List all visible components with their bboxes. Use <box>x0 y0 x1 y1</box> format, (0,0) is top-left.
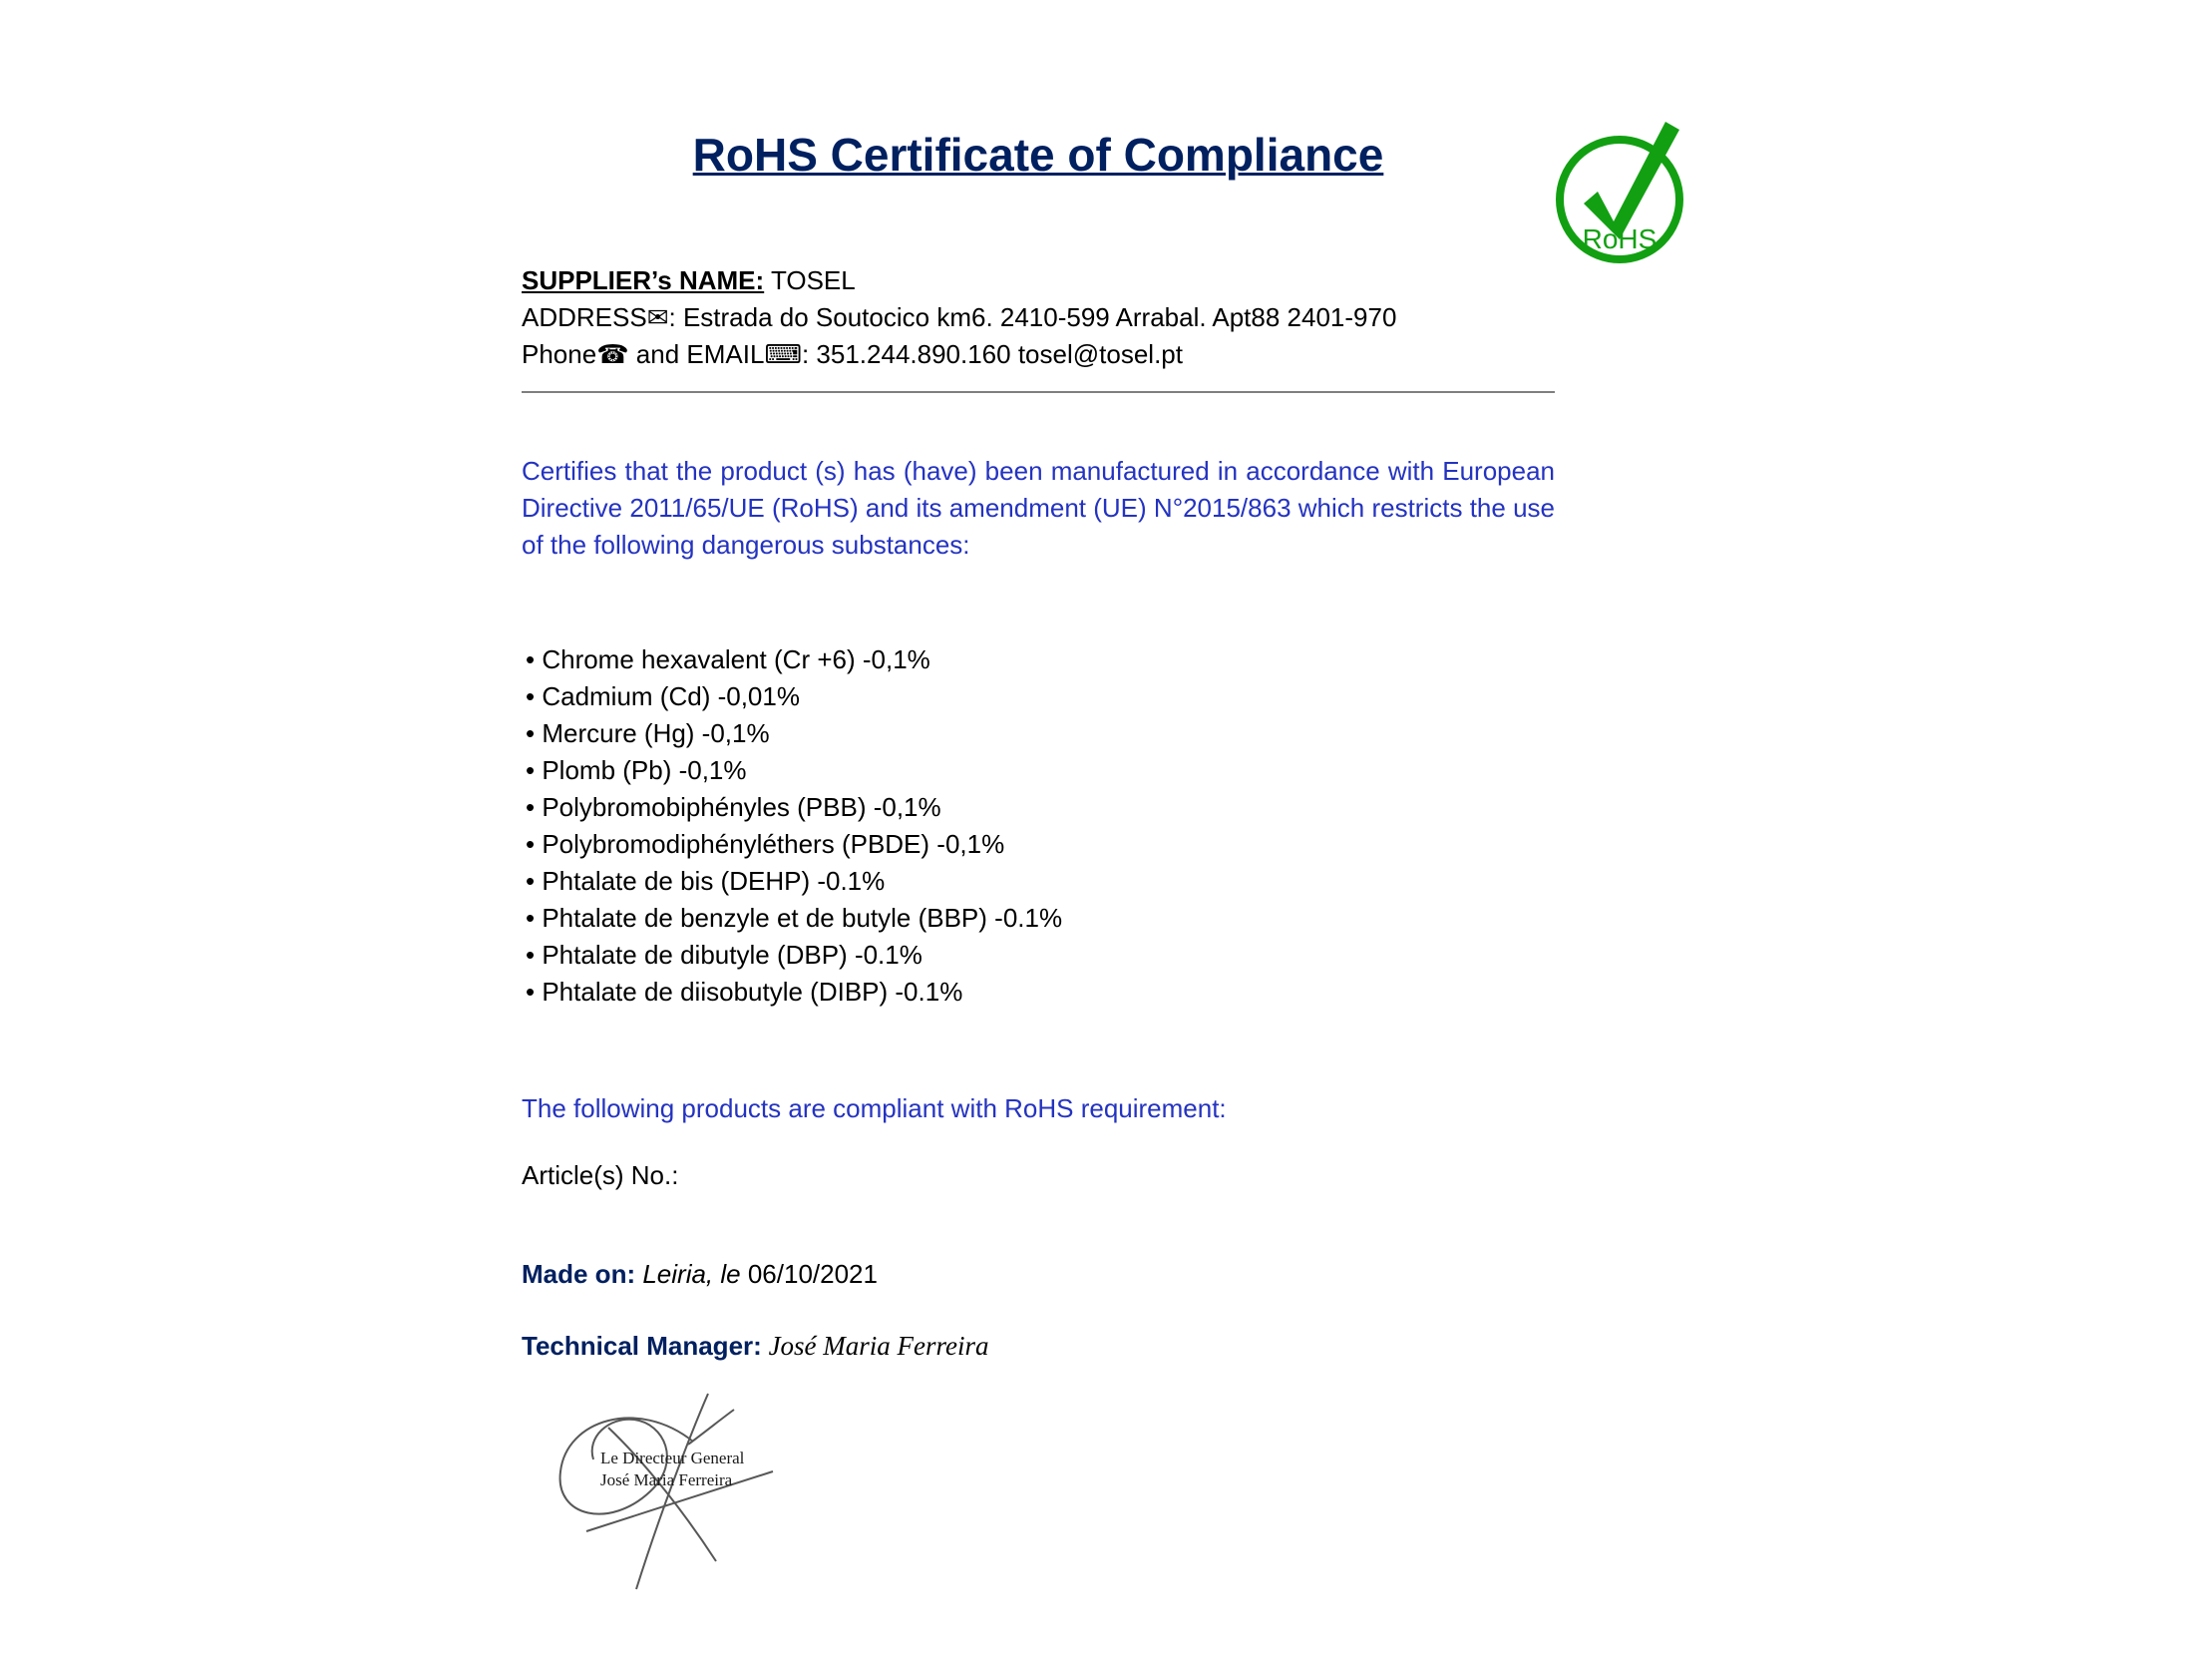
substance-item: • Polybromodiphényléthers (PBDE) -0,1% <box>526 826 1555 863</box>
substance-item: • Polybromobiphényles (PBB) -0,1% <box>526 789 1555 826</box>
signature-block <box>539 1390 937 1599</box>
signature-scribble <box>539 1390 937 1599</box>
rohs-logo <box>1548 112 1697 269</box>
supplier-name-label: SUPPLIER’s NAME: <box>522 265 765 295</box>
substances-list <box>522 641 1555 1011</box>
made-on-label: Made on: <box>522 1259 636 1289</box>
substance-item: • Cadmium (Cd) -0,01% <box>526 678 1555 715</box>
manager-label: Technical Manager: <box>522 1331 762 1361</box>
substance-item: • Phtalate de bis (DEHP) -0.1% <box>526 863 1555 900</box>
made-on-place: Leiria, le <box>635 1259 748 1289</box>
address-value: : Estrada do Soutocico km6. 2410-599 Arrabal. Apt88 2401-970 <box>668 302 1397 332</box>
logo-label: RoHS <box>1582 223 1658 254</box>
substance-item: • Phtalate de diisobutyle (DIBP) -0.1% <box>526 974 1555 1011</box>
phone-icon: ☎ <box>596 339 629 369</box>
document-content <box>522 128 1555 1599</box>
email-label: and EMAIL <box>628 339 765 369</box>
rohs-logo-graphic <box>1548 112 1697 269</box>
substance-item: • Mercure (Hg) -0,1% <box>526 715 1555 752</box>
substance-item: • Chrome hexavalent (Cr +6) -0,1% <box>526 641 1555 678</box>
compliance-statement: The following products are compliant with RoHS requirement: <box>522 1093 1227 1123</box>
envelope-icon: ✉ <box>646 302 669 332</box>
divider <box>522 391 1555 393</box>
signature-title: Le Directeur General <box>600 1449 745 1467</box>
phone-label: Phone <box>522 339 597 369</box>
supplier-name-value: TOSEL <box>764 265 856 295</box>
substance-item: • Phtalate de dibutyle (DBP) -0.1% <box>526 937 1555 974</box>
made-on-line <box>522 1256 1555 1293</box>
made-on-date: 06/10/2021 <box>747 1259 878 1289</box>
computer-icon: ⌨ <box>764 339 802 369</box>
supplier-contact-line <box>522 336 1555 373</box>
substance-item: • Phtalate de benzyle et de butyle (BBP) -0.1% <box>526 900 1555 937</box>
certification-statement: Certifies that the product (s) has (have) been manufactured in accordance with European Directive 2011/65/UE (RoHS) and its amendment (UE) N°2015/863 which restricts the use of the following dangerous substances: <box>522 456 1555 560</box>
supplier-name-line <box>522 262 1555 299</box>
manager-name: José Maria Ferreira <box>761 1331 989 1361</box>
signature-printed-text <box>600 1448 744 1491</box>
supplier-address-line <box>522 299 1555 336</box>
signature-name: José Maria Ferreira <box>600 1470 733 1489</box>
supplier-block <box>522 262 1555 373</box>
technical-manager-line <box>522 1328 1555 1365</box>
articles-label: Article(s) No.: <box>522 1160 679 1190</box>
contact-value: : 351.244.890.160 tosel@tosel.pt <box>801 339 1183 369</box>
page-title: RoHS Certificate of Compliance <box>692 129 1384 181</box>
address-label: ADDRESS <box>522 302 647 332</box>
substance-item: • Plomb (Pb) -0,1% <box>526 752 1555 789</box>
